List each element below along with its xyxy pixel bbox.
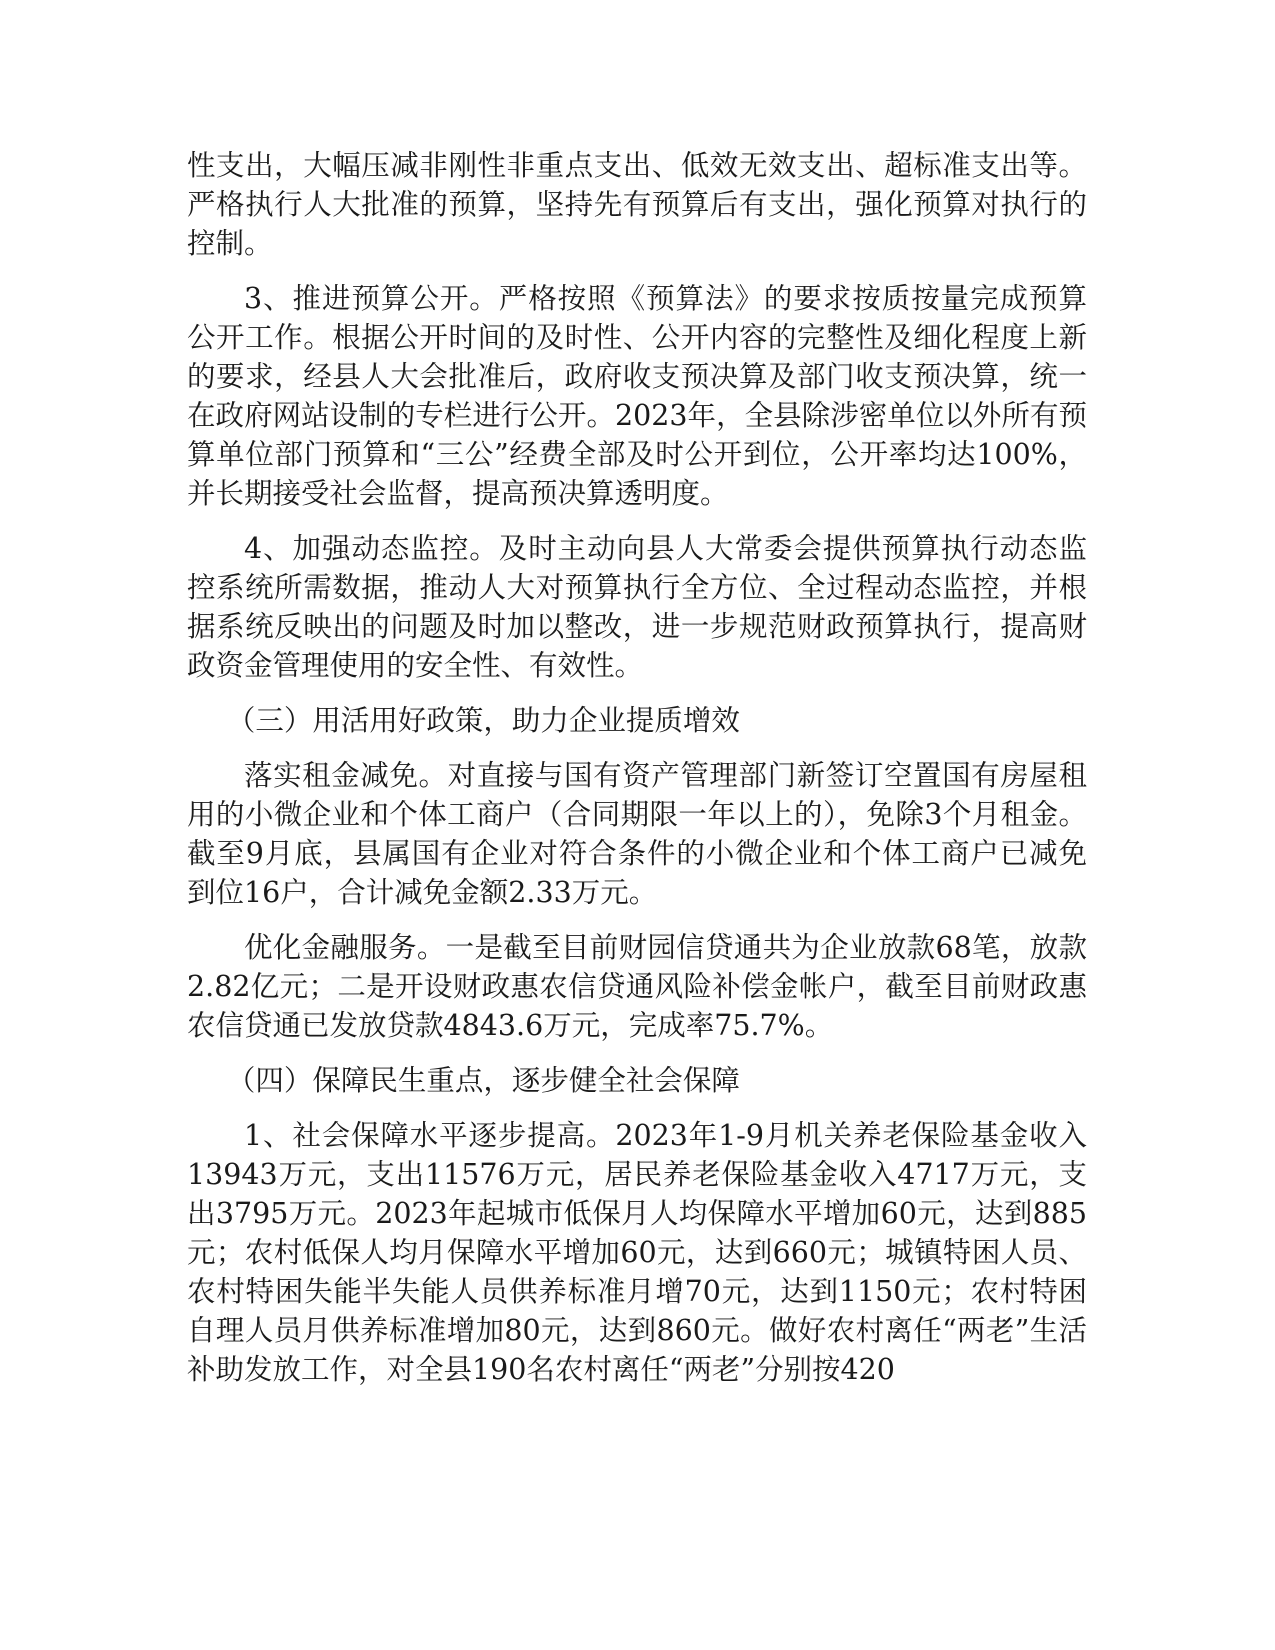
paragraph-dynamic-monitoring: 4、加强动态监控。及时主动向县人大常委会提供预算执行动态监控系统所需数据，推动人大对预算执行全方位、全过程动态监控，并根据系统反映出的问题及时加以整改，进一步规范财政预算执行，提高财政资金管理使用的安全性、有效性。: [187, 532, 1087, 682]
section-heading-4: （四）保障民生重点，逐步健全社会保障: [226, 1064, 740, 1097]
paragraph-financial-services: 优化金融服务。一是截至目前财园信贷通共为企业放款68笔，放款2.82亿元；二是开设财政惠农信贷通风险补偿金帐户，截至目前财政惠农信贷通已发放贷款4843.6万元，完成率75.7%。: [187, 931, 1087, 1042]
document-body: [187, 146, 1087, 1405]
paragraph-budget-disclosure: 3、推进预算公开。严格按照《预算法》的要求按质按量完成预算公开工作。根据公开时间的及时性、公开内容的完整性及细化程度上新的要求，经县人大会批准后，政府收支预决算及部门收支预决算，统一在政府网站设制的专栏进行公开。2023年，全县除涉密单位以外所有预算单位部门预算和“三公”经费全部及时公开到位，公开率均达100%，并长期接受社会监督，提高预决算透明度。: [187, 282, 1087, 510]
paragraph-continuation: 性支出，大幅压减非刚性非重点支出、低效无效支出、超标准支出等。严格执行人大批准的预算，坚持先有预算后有支出，强化预算对执行的控制。: [187, 149, 1087, 260]
paragraph-rent-relief: 落实租金减免。对直接与国有资产管理部门新签订空置国有房屋租用的小微企业和个体工商户（合同期限一年以上的），免除3个月租金。截至9月底，县属国有企业对符合条件的小微企业和个体工商户已减免到位16户，合计减免金额2.33万元。: [187, 759, 1087, 909]
section-heading-3: （三）用活用好政策，助力企业提质增效: [226, 704, 740, 737]
paragraph-social-security: 1、社会保障水平逐步提高。2023年1-9月机关养老保险基金收入13943万元，支出11576万元，居民养老保险基金收入4717万元，支出3795万元。2023年起城市低保月人均保障水平增加60元，达到885元；农村低保人均月保障水平增加60元，达到660元；城镇特困人员、农村特困失能半失能人员供养标准月增70元，达到1150元；农村特困自理人员月供养标准增加80元，达到860元。做好农村离任“两老”生活补助发放工作，对全县190名农村离任“两老”分别按420: [187, 1119, 1087, 1386]
